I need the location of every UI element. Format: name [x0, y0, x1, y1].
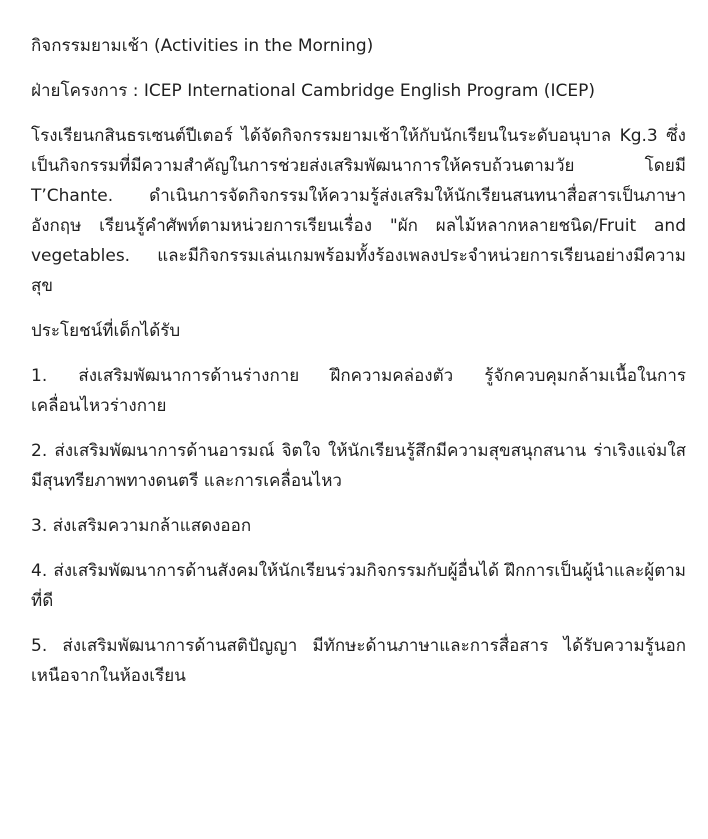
department-line: ฝ่ายโครงการ : ICEP International Cambridge English Program (ICEP)	[31, 81, 595, 101]
benefit-item-4: 4. ส่งเสริมพัฒนาการด้านสังคมให้นักเรียนร่วมกิจกรรมกับผู้อื่นได้ ฝึกการเป็นผู้นำและผู้ตามที่ดี	[31, 561, 686, 611]
benefit-item-1: 1. ส่งเสริมพัฒนาการด้านร่างกาย ฝึกความคล่องตัว รู้จักควบคุมกล้ามเนื้อในการเคลื่อนไหวร่างกาย	[31, 366, 686, 416]
benefits-heading: ประโยชน์ที่เด็กได้รับ	[31, 321, 181, 341]
benefit-item-3: 3. ส่งเสริมความกล้าแสดงออก	[31, 516, 252, 536]
intro-paragraph: โรงเรียนกสินธรเซนต์ปีเตอร์ ได้จัดกิจกรรมยามเช้าให้กับนักเรียนในระดับอนุบาล Kg.3 ซึ่งเป็นกิจกรรมที่มีความสำคัญในการช่วยส่งเสริมพัฒนาการให้ครบถ้วนตามวัย โดยมี T’Chante. ดำเนินการจัดกิจกรรมให้ความรู้ส่งเสริมให้นักเรียนสนทนาสื่อสารเป็นภาษาอังกฤษ เรียนรู้คำศัพท์ตามหน่วยการเรียนเรื่อง "ผัก ผลไม้หลากหลายชนิด/Fruit and vegetables. และมีกิจกรรมเล่นเกมพร้อมทั้งร้องเพลงประจำหน่วยการเรียนอย่างมีความสุข	[31, 126, 686, 296]
benefit-item-2: 2. ส่งเสริมพัฒนาการด้านอารมณ์ จิตใจ ให้นักเรียนรู้สึกมีความสุขสนุกสนาน ร่าเริงแจ่มใส มีสุนทรียภาพทางดนตรี และการเคลื่อนไหว	[31, 441, 686, 491]
document-title: กิจกรรมยามเช้า (Activities in the Morning)	[31, 36, 374, 56]
benefit-item-5: 5. ส่งเสริมพัฒนาการด้านสติปัญญา มีทักษะด้านภาษาและการสื่อสาร ได้รับความรู้นอกเหนือจากในห้องเรียน	[31, 636, 686, 686]
